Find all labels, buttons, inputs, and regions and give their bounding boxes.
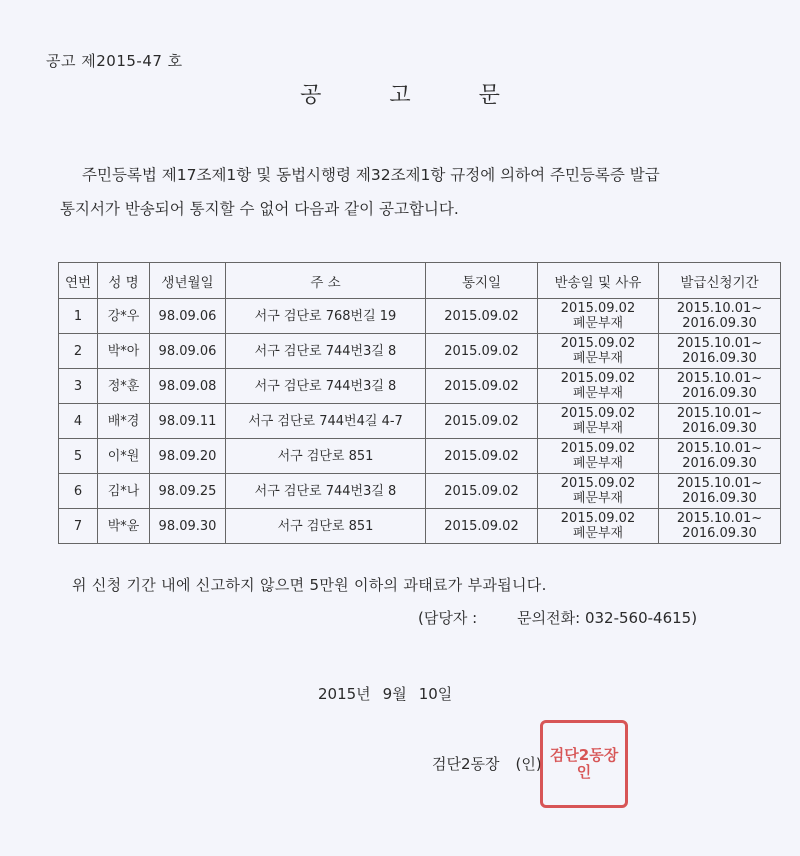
cell-address: 서구 검단로 744번3길 8 — [226, 334, 426, 369]
cell-notice-date: 2015.09.02 — [426, 369, 538, 404]
cell-notice-date: 2015.09.02 — [426, 299, 538, 334]
date-day: 10일 — [418, 685, 453, 703]
cell-period — [659, 439, 781, 474]
header-notice-date: 통지일 — [426, 263, 538, 299]
return-date: 2015.09.02 — [560, 371, 636, 386]
cell-address: 서구 검단로 744번3길 8 — [226, 369, 426, 404]
cell-name: 이*원 — [98, 439, 150, 474]
period-end: 2016.09.30 — [682, 316, 757, 331]
official-seal-stamp — [540, 720, 628, 808]
cell-no: 5 — [59, 439, 98, 474]
period-start: 2015.10.01~ — [676, 371, 763, 386]
cell-notice-date: 2015.09.02 — [426, 334, 538, 369]
table-row — [59, 439, 781, 474]
cell-period — [659, 474, 781, 509]
table-row — [59, 369, 781, 404]
cell-birth: 98.09.06 — [150, 334, 226, 369]
cell-address: 서구 검단로 851 — [226, 439, 426, 474]
cell-notice-date: 2015.09.02 — [426, 439, 538, 474]
penalty-notice: 위 신청 기간 내에 신고하지 않으면 5만원 이하의 과태료가 부과됩니다. — [72, 576, 547, 594]
cell-notice-date: 2015.09.02 — [426, 509, 538, 544]
cell-address: 서구 검단로 768번길 19 — [226, 299, 426, 334]
cell-period — [659, 369, 781, 404]
period-end: 2016.09.30 — [682, 456, 757, 471]
return-date: 2015.09.02 — [560, 441, 636, 456]
cell-no: 1 — [59, 299, 98, 334]
cell-no: 4 — [59, 404, 98, 439]
cell-name: 배*경 — [98, 404, 150, 439]
period-end: 2016.09.30 — [682, 351, 757, 366]
cell-name: 박*윤 — [98, 509, 150, 544]
signer — [432, 753, 542, 774]
header-address: 주 소 — [226, 263, 426, 299]
period-end: 2016.09.30 — [682, 491, 757, 506]
cell-name: 김*나 — [98, 474, 150, 509]
header-name: 성 명 — [98, 263, 150, 299]
issue-date — [318, 683, 464, 704]
cell-period — [659, 404, 781, 439]
cell-notice-date: 2015.09.02 — [426, 404, 538, 439]
return-reason: 폐문부재 — [572, 351, 624, 366]
header-birth: 생년월일 — [150, 263, 226, 299]
header-period: 발급신청기간 — [659, 263, 781, 299]
period-start: 2015.10.01~ — [676, 511, 763, 526]
cell-period — [659, 299, 781, 334]
return-date: 2015.09.02 — [560, 511, 636, 526]
return-date: 2015.09.02 — [560, 301, 636, 316]
table-row — [59, 509, 781, 544]
seal-mark: (인) — [515, 755, 542, 773]
return-reason: 폐문부재 — [572, 491, 624, 506]
cell-no: 6 — [59, 474, 98, 509]
cell-address: 서구 검단로 851 — [226, 509, 426, 544]
period-start: 2015.10.01~ — [676, 476, 763, 491]
signer-office: 검단2동장 — [432, 755, 500, 773]
contact-phone: 문의전화: 032-560-4615) — [517, 609, 698, 627]
cell-birth: 98.09.06 — [150, 299, 226, 334]
period-start: 2015.10.01~ — [676, 301, 763, 316]
period-start: 2015.10.01~ — [676, 336, 763, 351]
cell-return — [538, 474, 659, 509]
table-row — [59, 334, 781, 369]
cell-period — [659, 334, 781, 369]
title-char: 공 — [300, 83, 322, 108]
table-row — [59, 474, 781, 509]
cell-birth: 98.09.11 — [150, 404, 226, 439]
header-no: 연번 — [59, 263, 98, 299]
table-row — [59, 299, 781, 334]
return-reason: 폐문부재 — [572, 526, 624, 541]
header-return: 반송일 및 사유 — [538, 263, 659, 299]
title-char: 고 — [389, 83, 411, 108]
cell-birth: 98.09.30 — [150, 509, 226, 544]
cell-no: 3 — [59, 369, 98, 404]
intro-line-1: 주민등록법 제17조제1항 및 동법시행령 제32조제1항 규정에 의하여 주민등록증 발급 — [82, 166, 660, 184]
notice-table — [58, 262, 781, 544]
cell-name: 정*훈 — [98, 369, 150, 404]
period-end: 2016.09.30 — [682, 386, 757, 401]
period-end: 2016.09.30 — [682, 526, 757, 541]
cell-notice-date: 2015.09.02 — [426, 474, 538, 509]
cell-birth: 98.09.25 — [150, 474, 226, 509]
cell-return — [538, 509, 659, 544]
return-reason: 폐문부재 — [572, 316, 624, 331]
cell-birth: 98.09.20 — [150, 439, 226, 474]
cell-period — [659, 509, 781, 544]
return-reason: 폐문부재 — [572, 456, 624, 471]
period-start: 2015.10.01~ — [676, 406, 763, 421]
date-month: 9월 — [382, 685, 407, 703]
date-year: 2015년 — [318, 685, 371, 703]
cell-return — [538, 369, 659, 404]
contact-line — [418, 607, 697, 628]
seal-text: 검단2동장인 — [549, 746, 619, 781]
title-char: 문 — [478, 83, 500, 108]
cell-name: 강*우 — [98, 299, 150, 334]
intro-paragraph — [60, 158, 760, 226]
page-title — [0, 78, 800, 109]
contact-person: (담당자 : — [418, 609, 478, 627]
cell-birth: 98.09.08 — [150, 369, 226, 404]
cell-address: 서구 검단로 744번3길 8 — [226, 474, 426, 509]
period-start: 2015.10.01~ — [676, 441, 763, 456]
return-reason: 폐문부재 — [572, 386, 624, 401]
period-end: 2016.09.30 — [682, 421, 757, 436]
return-reason: 폐문부재 — [572, 421, 624, 436]
cell-name: 박*아 — [98, 334, 150, 369]
return-date: 2015.09.02 — [560, 406, 636, 421]
cell-no: 2 — [59, 334, 98, 369]
cell-return — [538, 439, 659, 474]
document-number: 공고 제2015-47 호 — [46, 52, 183, 70]
return-date: 2015.09.02 — [560, 476, 636, 491]
cell-return — [538, 404, 659, 439]
cell-no: 7 — [59, 509, 98, 544]
intro-line-2: 통지서가 반송되어 통지할 수 없어 다음과 같이 공고합니다. — [60, 200, 459, 218]
cell-address: 서구 검단로 744번4길 4-7 — [226, 404, 426, 439]
table-header-row — [59, 263, 781, 299]
cell-return — [538, 334, 659, 369]
cell-return — [538, 299, 659, 334]
return-date: 2015.09.02 — [560, 336, 636, 351]
table-row — [59, 404, 781, 439]
